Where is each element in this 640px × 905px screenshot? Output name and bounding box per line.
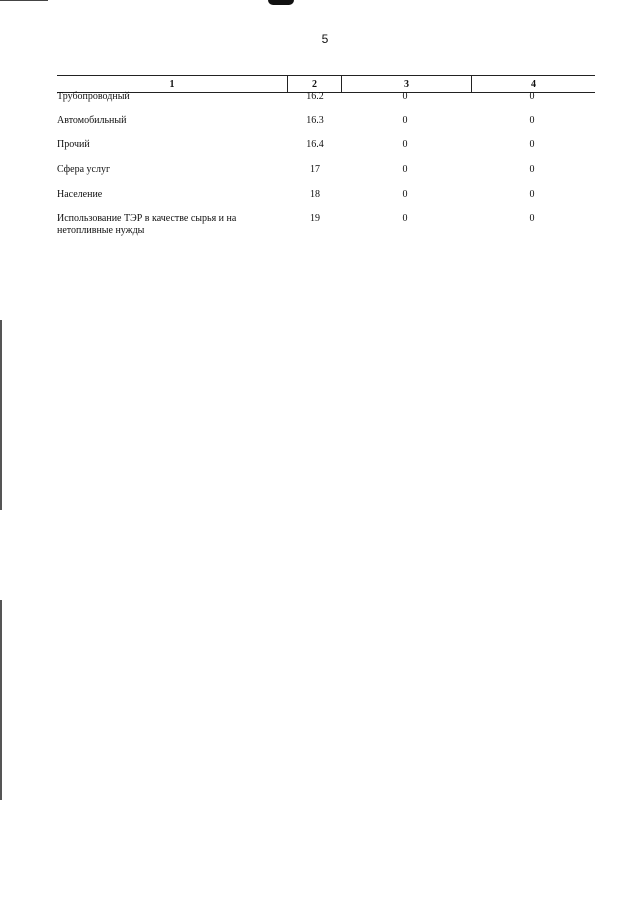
scan-edge-line: [0, 0, 48, 1]
row-code: 18: [310, 189, 320, 200]
scan-left-edge: [0, 320, 2, 510]
row-value: 0: [529, 115, 535, 126]
row-value: 0: [402, 139, 408, 150]
row-value: 0: [402, 91, 408, 102]
row-name: Автомобильный: [57, 115, 127, 126]
row-value: 0: [402, 189, 408, 200]
row-code: 16.3: [306, 115, 324, 126]
row-value: 0: [529, 91, 535, 102]
table-header-cell: 4: [531, 79, 536, 90]
row-value: 0: [402, 213, 408, 224]
scan-left-edge: [0, 600, 2, 800]
row-name: Использование ТЭР в качестве сырья и на нетопливные нужды: [57, 213, 237, 236]
row-name: Сфера услуг: [57, 164, 111, 175]
row-value: 0: [529, 189, 535, 200]
row-value: 0: [529, 213, 535, 224]
row-code: 17: [310, 164, 320, 175]
page-number: 5: [321, 32, 329, 46]
row-value: 0: [529, 164, 535, 175]
row-code: 19: [310, 213, 320, 224]
row-name: Прочий: [57, 139, 90, 150]
row-code: 16.4: [306, 139, 324, 150]
table-header-cell: 1: [169, 79, 175, 90]
row-value: 0: [402, 164, 408, 175]
table-header-cell: 2: [312, 79, 317, 90]
row-value: 0: [529, 139, 535, 150]
row-value: 0: [402, 115, 408, 126]
row-code: 16.2: [306, 91, 324, 102]
scan-mark: [268, 0, 294, 5]
table-header-cell: 3: [404, 79, 409, 90]
row-name: Трубопроводный: [57, 91, 130, 102]
row-name: Население: [57, 189, 103, 200]
